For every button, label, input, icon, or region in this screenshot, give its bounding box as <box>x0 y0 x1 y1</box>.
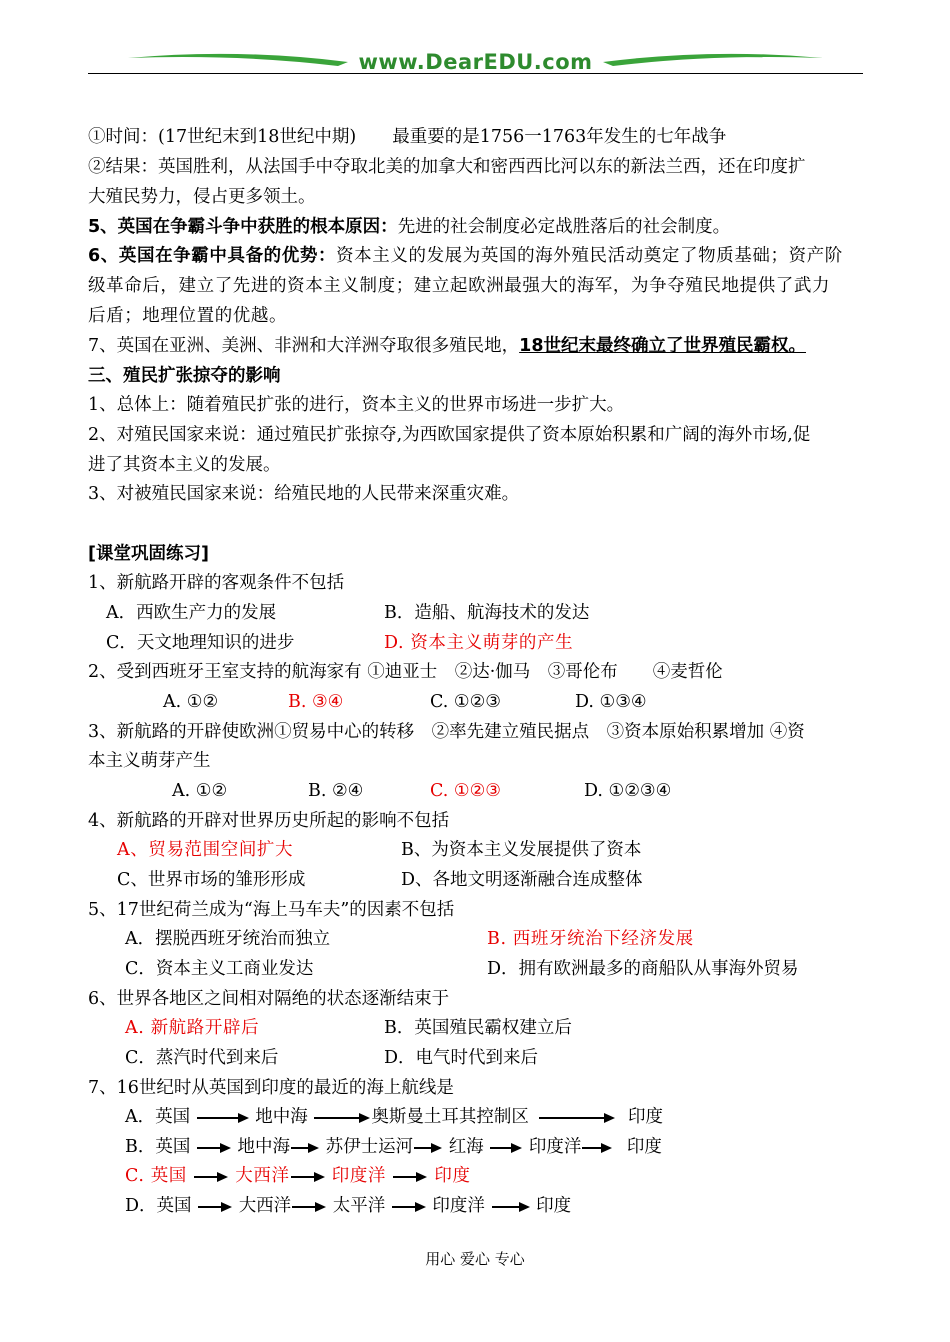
text-line: 级革命后，建立了先进的资本主义制度；建立起欧洲最强大的海军，为争夺殖民地提供了武力 <box>88 276 831 296</box>
text-line: 5、英国在争霸斗争中获胜的根本原因：先进的社会制度必定战胜落后的社会制度。 <box>88 217 731 237</box>
question-1: 1、新航路开辟的客观条件不包括 <box>88 573 345 593</box>
question-6: 6、世界各地区之间相对隔绝的状态逐渐结束于 <box>88 989 450 1009</box>
option: B．英国殖民霸权建立后 <box>384 1018 572 1038</box>
option: C．蒸汽时代到来后 <box>125 1048 279 1068</box>
route-option-a: A．英国 地中海 奥斯曼土耳其控制区 印度 <box>125 1107 664 1127</box>
arrow-right-icon <box>196 1142 232 1154</box>
text-line: ②结果：英国胜利，从法国手中夺取北美的加拿大和密西西比河以东的新法兰西，还在印度扩 <box>88 157 806 177</box>
option: D. ①③④ <box>575 692 647 712</box>
option: D. ①②③④ <box>584 781 672 801</box>
arrow-right-icon <box>313 1112 371 1124</box>
route-option-c: C. 英国 大西洋 印度洋 印度 <box>125 1166 471 1186</box>
answer-option: A. 新航路开辟后 <box>125 1018 260 1038</box>
text-line: ①时间：(17世纪末到18世纪中期) 最重要的是1756一1763年发生的七年战争 <box>88 127 727 147</box>
site-logo[interactable]: www.DearEDU.com <box>358 50 593 74</box>
arrow-right-icon <box>538 1112 616 1124</box>
option: C．资本主义工商业发达 <box>125 959 314 979</box>
arrow-right-icon <box>489 1142 523 1154</box>
text-line: 后盾；地理位置的优越。 <box>88 306 288 326</box>
answer-option: D. 资本主义萌芽的产生 <box>384 633 574 653</box>
route-option-d: D．英国 大西洋 太平洋 印度洋 印度 <box>125 1196 572 1216</box>
arrow-right-icon <box>196 1112 250 1124</box>
route-option-b: B．英国 地中海 苏伊士运河 红海 印度洋 印度 <box>125 1137 662 1157</box>
arrow-right-icon <box>290 1171 326 1183</box>
option: C．天文地理知识的进步 <box>106 633 295 653</box>
text-line: 3、对被殖民国家来说：给殖民地的人民带来深重灾难。 <box>88 484 520 504</box>
text-line: 7、英国在亚洲、美洲、非洲和大洋洲夺取很多殖民地，18世纪末最终确立了世界殖民霸权。 <box>88 336 806 356</box>
text-line: 6、英国在争霸中具备的优势：资本主义的发展为英国的海外殖民活动奠定了物质基础；资产阶 <box>88 246 843 266</box>
question-2: 2、受到西班牙王室支持的航海家有 ①迪亚士 ②达·伽马 ③哥伦布 ④麦哲伦 <box>88 662 723 682</box>
option: A. ①② <box>163 692 219 712</box>
text-line: 1、总体上：随着殖民扩张的进行，资本主义的世界市场进一步扩大。 <box>88 395 625 415</box>
option: A．西欧生产力的发展 <box>106 603 277 623</box>
arrow-right-icon <box>290 1142 320 1154</box>
answer-option: C. ①②③ <box>430 781 501 801</box>
option: B．造船、航海技术的发达 <box>384 603 590 623</box>
option: D、各地文明逐渐融合连成整体 <box>401 870 643 890</box>
answer-option: B. 西班牙统治下经济发展 <box>487 929 694 949</box>
text-line: 大殖民势力，侵占更多领土。 <box>88 187 316 207</box>
arrow-right-icon <box>193 1171 229 1183</box>
arrow-right-icon <box>392 1171 428 1183</box>
page-footer: 用心 爱心 专心 <box>425 1250 525 1268</box>
option: A. ①② <box>172 781 228 801</box>
text-line: 2、对殖民国家来说：通过殖民扩张掠夺,为西欧国家提供了资本原始积累和广阔的海外市场,促 <box>88 425 811 445</box>
question-4: 4、新航路的开辟对世界历史所起的影响不包括 <box>88 811 450 831</box>
text-line: 本主义萌芽产生 <box>88 751 211 771</box>
section-heading: 三、殖民扩张掠夺的影响 <box>88 366 281 386</box>
option: B. ②④ <box>308 781 364 801</box>
option: C. ①②③ <box>430 692 501 712</box>
arrow-right-icon <box>197 1201 233 1213</box>
arrow-right-icon <box>391 1201 427 1213</box>
answer-option: A、贸易范围空间扩大 <box>117 840 294 860</box>
header-logo-banner <box>88 44 863 80</box>
arrow-right-icon <box>581 1142 613 1154</box>
question-7: 7、16世纪时从英国到印度的最近的海上航线是 <box>88 1078 454 1098</box>
arrow-right-icon <box>491 1201 531 1213</box>
question-5: 5、17世纪荷兰成为“海上马车夫”的因素不包括 <box>88 900 455 920</box>
arrow-right-icon <box>413 1142 443 1154</box>
answer-option: B. ③④ <box>288 692 344 712</box>
option: C、世界市场的雏形形成 <box>117 870 306 890</box>
option: D．电气时代到来后 <box>384 1048 539 1068</box>
header-divider <box>88 73 863 74</box>
option: B、为资本主义发展提供了资本 <box>401 840 642 860</box>
arrow-right-icon <box>291 1201 327 1213</box>
option: D．拥有欧洲最多的商船队从事海外贸易 <box>487 959 799 979</box>
option: A．摆脱西班牙统治而独立 <box>125 929 331 949</box>
question-3: 3、新航路的开辟使欧洲①贸易中心的转移 ②率先建立殖民据点 ③资本原始积累增加 ④资 <box>88 722 805 742</box>
text-line: 进了其资本主义的发展。 <box>88 455 281 475</box>
exercise-title: [课堂巩固练习] <box>88 544 209 564</box>
